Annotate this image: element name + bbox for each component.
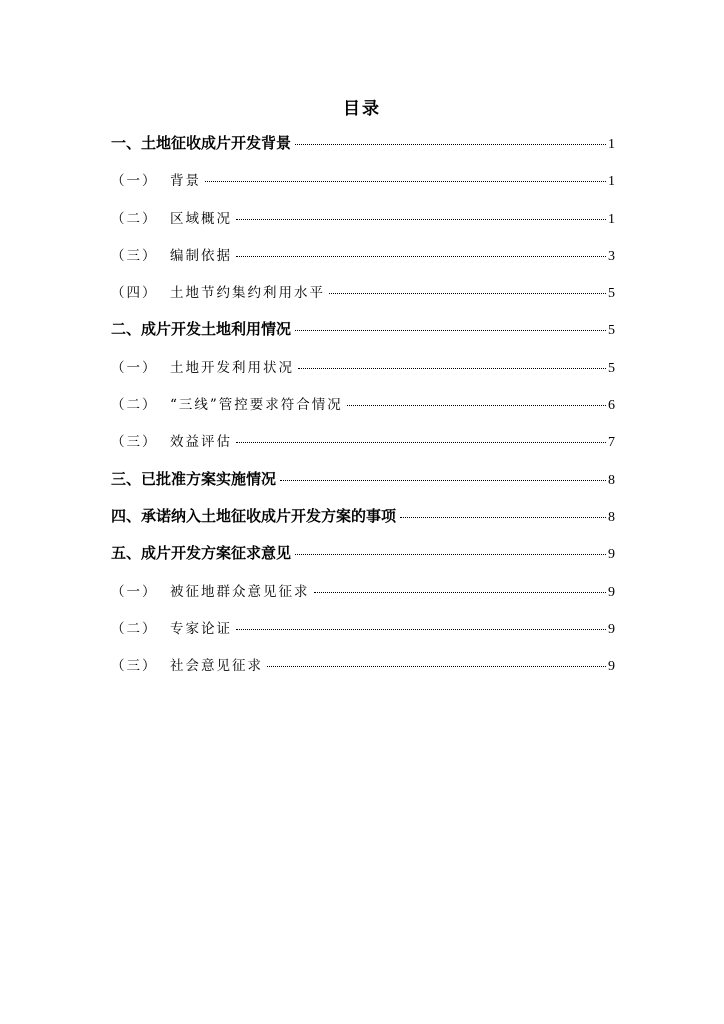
toc-dot-leader xyxy=(236,219,606,220)
toc-page-number: 5 xyxy=(608,286,615,302)
toc-dot-leader xyxy=(236,256,606,257)
toc-entry-text: 社会意见征求 xyxy=(170,658,263,675)
toc-entry-number: （三） xyxy=(111,434,158,451)
toc-chapter-entry[interactable] xyxy=(111,318,615,355)
toc-entry-number: （一） xyxy=(111,359,158,376)
toc-section-entry[interactable] xyxy=(111,654,615,691)
toc-page-number: 6 xyxy=(608,398,615,414)
toc-page-number: 1 xyxy=(608,211,615,227)
toc-entry-label xyxy=(111,244,234,264)
toc-entry-text: 一、土地征收成片开发背景 xyxy=(111,134,292,152)
toc-section-entry[interactable] xyxy=(111,244,615,281)
toc-entry-text: 专家论证 xyxy=(170,620,232,637)
toc-entry-label xyxy=(111,281,327,301)
toc-section-entry[interactable] xyxy=(111,169,615,206)
toc-dot-leader xyxy=(298,368,606,369)
toc-section-entry[interactable] xyxy=(111,281,615,318)
toc-entry-number: （二） xyxy=(111,620,158,637)
toc-page-number: 5 xyxy=(608,360,615,376)
toc-entry-text: 五、成片开发方案征求意见 xyxy=(111,544,292,563)
toc-entry-text: 四、承诺纳入土地征收成片开发方案的事项 xyxy=(111,506,397,525)
toc-page-number: 8 xyxy=(608,509,615,525)
toc-entry-label xyxy=(111,580,312,600)
toc-chapter-entry[interactable] xyxy=(111,505,615,542)
toc-entry-label xyxy=(111,505,398,526)
toc-entry-text: 效益评估 xyxy=(170,434,232,451)
toc-dot-leader xyxy=(295,554,606,555)
toc-entry-number: （三） xyxy=(111,247,158,264)
toc-page-number: 9 xyxy=(608,659,615,675)
toc-entry-number: （一） xyxy=(111,583,158,600)
toc-dot-leader xyxy=(280,480,606,481)
toc-dot-leader xyxy=(267,666,606,667)
toc-entry-label xyxy=(111,617,234,637)
toc-entry-label xyxy=(111,356,296,376)
toc-entry-number: （一） xyxy=(111,173,158,190)
toc-chapter-entry[interactable] xyxy=(111,132,615,169)
toc-entry-label xyxy=(111,468,278,489)
toc-page-number: 9 xyxy=(608,584,615,600)
toc-section-entry[interactable] xyxy=(111,617,615,654)
toc-chapter-entry[interactable] xyxy=(111,542,615,579)
toc-page-number: 7 xyxy=(608,435,615,451)
toc-entry-label xyxy=(111,393,345,413)
toc-page-number: 1 xyxy=(608,174,615,190)
toc-page-number: 9 xyxy=(608,621,615,637)
toc-entry-label xyxy=(111,654,265,674)
toc-entry-text: 背景 xyxy=(170,173,201,190)
toc-entry-number: （二） xyxy=(111,397,158,414)
toc-entry-label xyxy=(111,542,293,563)
toc-entry-text: 土地节约集约利用水平 xyxy=(170,285,325,302)
toc-entry-text: “三线”管控要求符合情况 xyxy=(170,397,343,414)
toc-entry-text: 二、成片开发土地利用情况 xyxy=(111,320,292,339)
toc-dot-leader xyxy=(236,629,606,630)
toc-dot-leader xyxy=(329,293,606,294)
toc-title: 目录 xyxy=(343,99,381,119)
toc-dot-leader xyxy=(400,517,606,518)
toc-entry-text: 被征地群众意见征求 xyxy=(170,583,310,600)
toc-page-number: 1 xyxy=(608,137,615,152)
toc-section-entry[interactable] xyxy=(111,580,615,617)
toc-section-entry[interactable] xyxy=(111,356,615,393)
toc-page-number: 9 xyxy=(608,547,615,563)
toc-section-entry[interactable] xyxy=(111,393,615,430)
toc-entry-label xyxy=(111,207,234,227)
toc-dot-leader xyxy=(236,442,606,443)
toc-dot-leader xyxy=(205,181,606,182)
toc-entry-text: 三、已批准方案实施情况 xyxy=(111,469,277,488)
toc-entry-text: 区域概况 xyxy=(170,210,232,227)
toc-dot-leader xyxy=(295,144,606,145)
toc-chapter-entry[interactable] xyxy=(111,468,615,505)
toc-entry-text: 土地开发利用状况 xyxy=(170,359,294,376)
toc-section-entry[interactable] xyxy=(111,207,615,244)
toc-list xyxy=(111,132,615,691)
toc-entry-label xyxy=(111,132,293,153)
toc-entry-number: （四） xyxy=(111,285,158,302)
toc-dot-leader xyxy=(347,405,606,406)
toc-page-number: 3 xyxy=(608,248,615,264)
toc-entry-label xyxy=(111,318,293,339)
toc-section-entry[interactable] xyxy=(111,430,615,467)
toc-page-number: 5 xyxy=(608,323,615,339)
toc-entry-label xyxy=(111,430,234,450)
toc-entry-number: （二） xyxy=(111,210,158,227)
toc-dot-leader xyxy=(314,592,607,593)
toc-entry-number: （三） xyxy=(111,658,158,675)
toc-page-number: 8 xyxy=(608,472,615,488)
toc-entry-label xyxy=(111,169,203,189)
toc-dot-leader xyxy=(295,330,606,331)
toc-entry-text: 编制依据 xyxy=(170,247,232,264)
